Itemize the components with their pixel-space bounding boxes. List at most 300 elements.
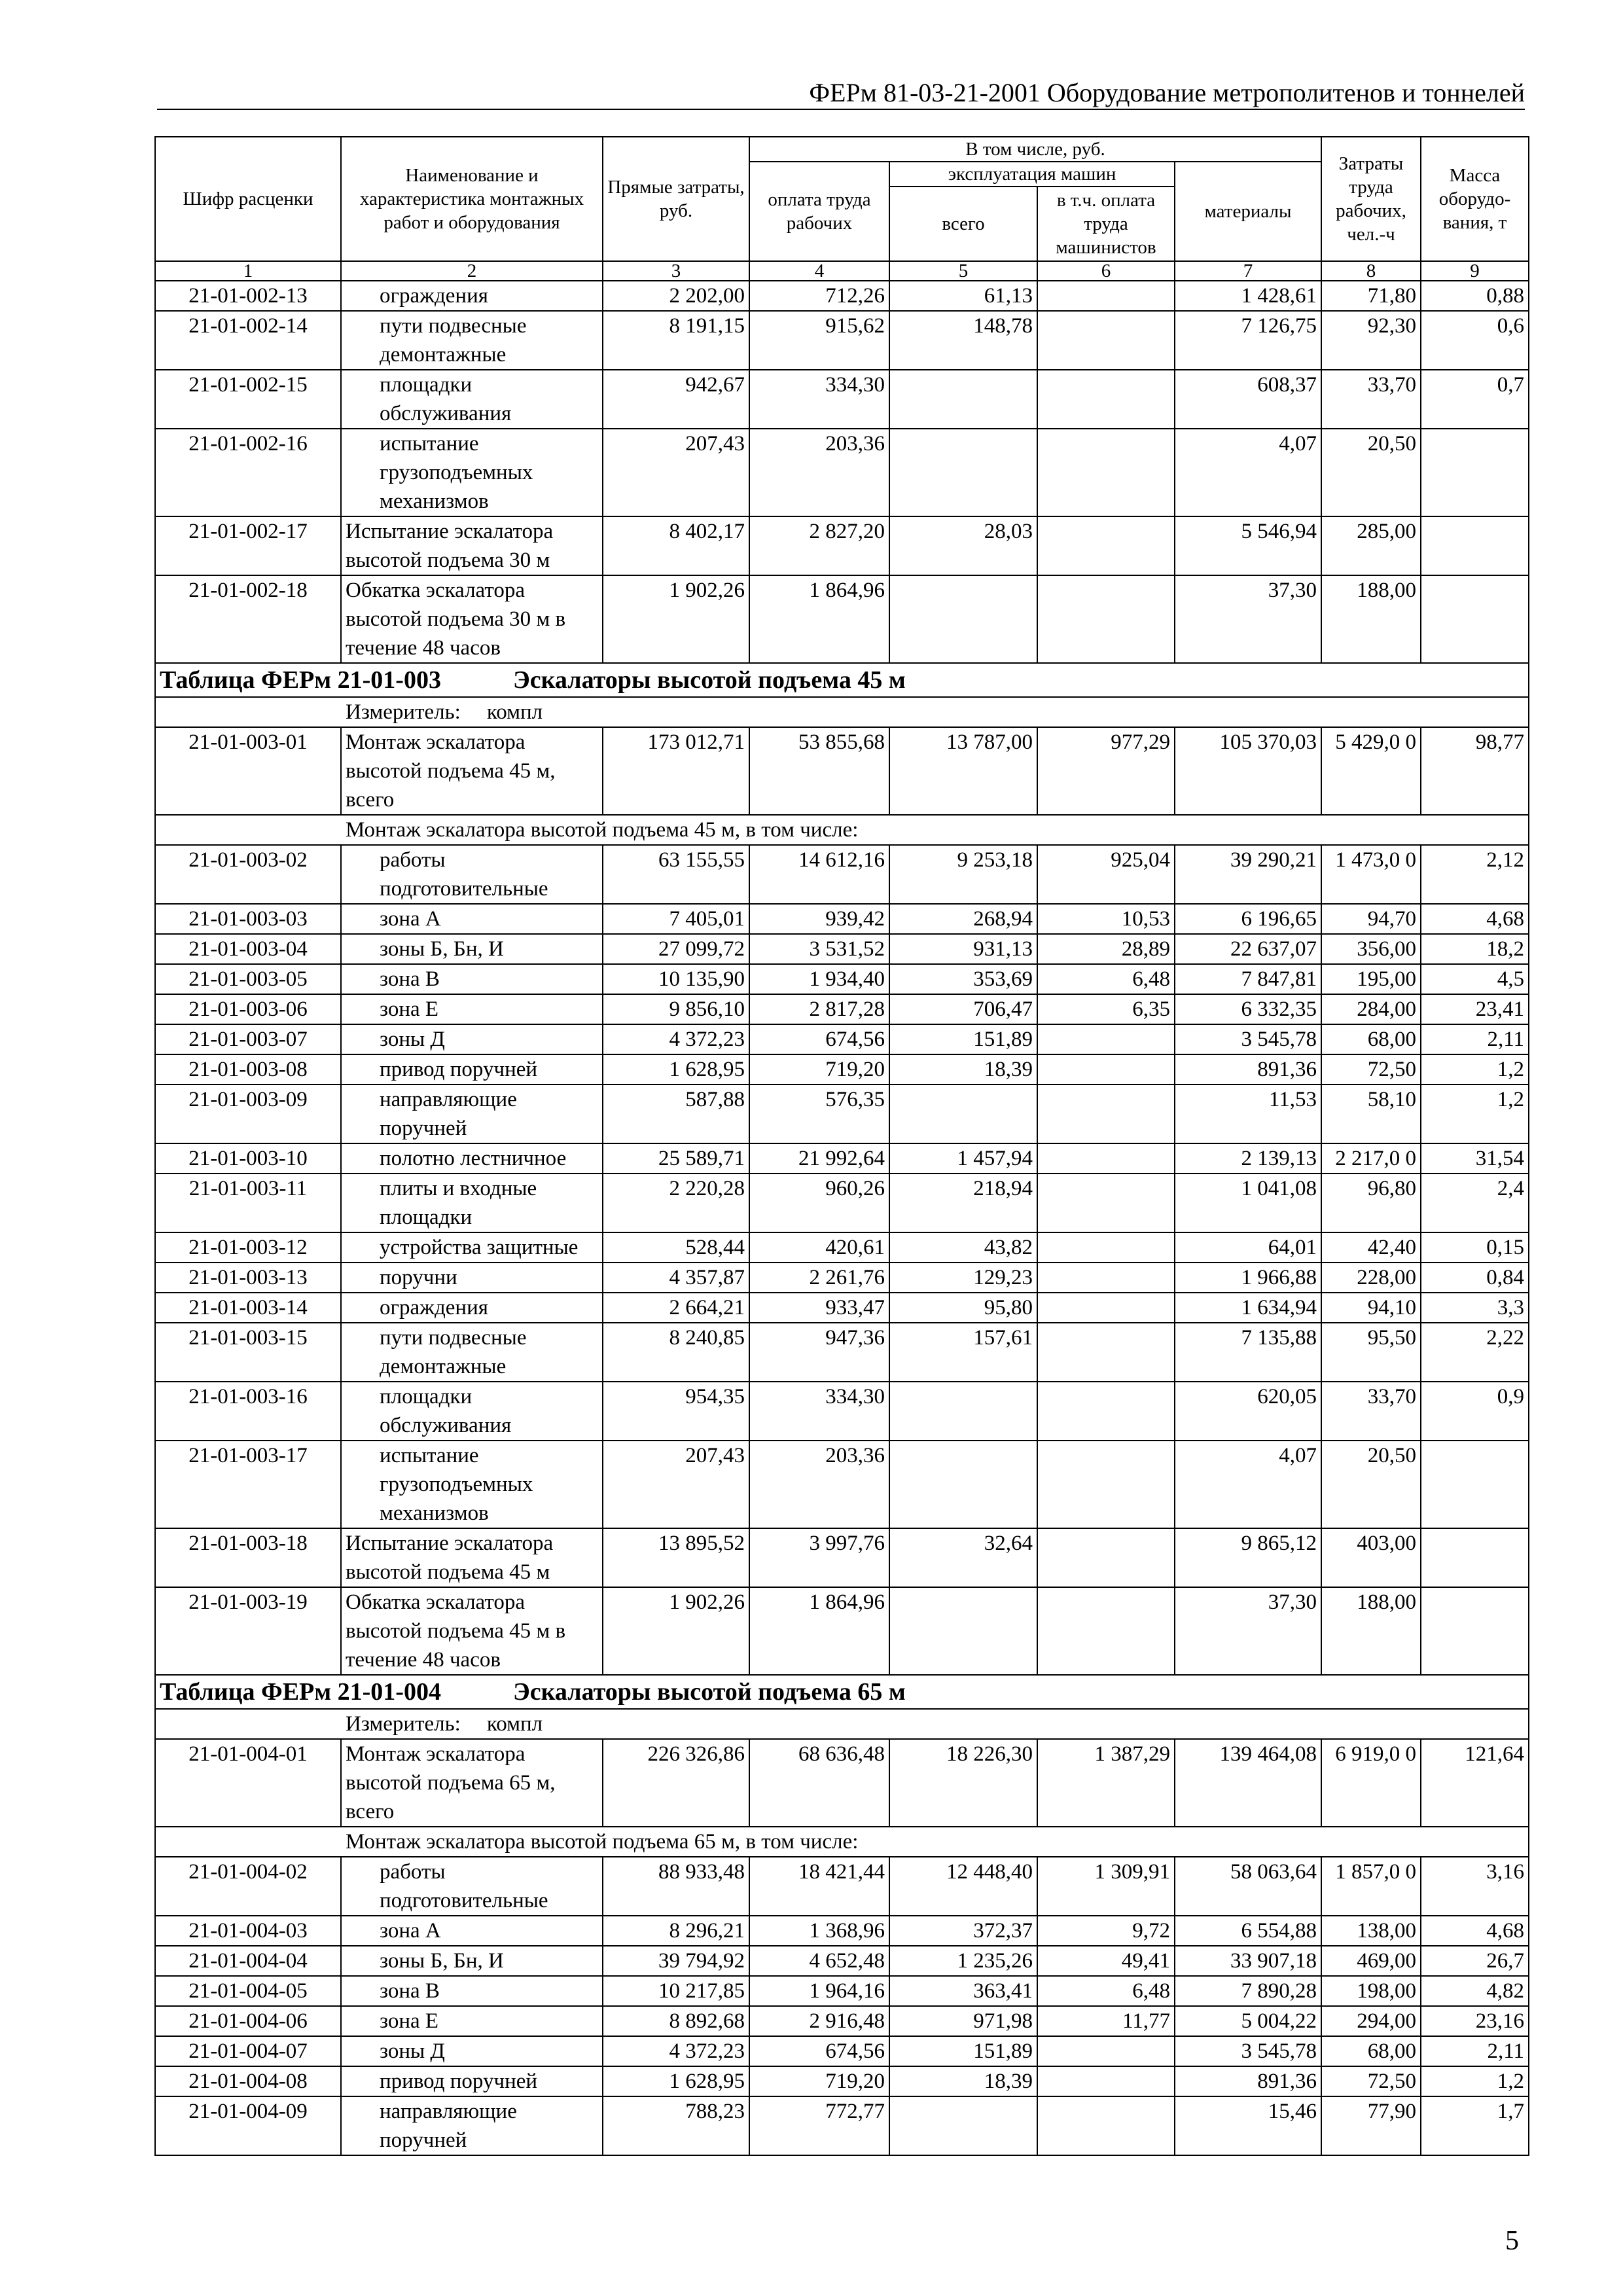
value-cell-c7: 9 865,12 [1175,1528,1321,1587]
value-cell-c4: 21 992,64 [749,1143,889,1174]
value-cell-c3: 207,43 [603,429,749,516]
col-header-incl: В том числе, руб. [749,137,1321,162]
rates-table [154,136,1529,2156]
value-cell-c7: 15,46 [1175,2096,1321,2155]
value-cell-c5: 9 253,18 [889,845,1037,904]
work-name-cell: зоны Д [341,2036,603,2066]
value-cell-c4: 3 531,52 [749,934,889,964]
work-name-cell: Обкатка эскалатора высотой подъема 45 м в течение 48 часов [341,1587,603,1675]
value-cell-c6: 9,72 [1037,1916,1175,1946]
value-cell-c9 [1421,429,1529,516]
value-cell-c8: 284,00 [1321,994,1421,1024]
section-title: Эскалаторы высотой подъема 65 м [512,1678,906,1706]
col-number: 3 [603,261,749,281]
table-row [155,370,1529,429]
value-cell-c5: 151,89 [889,1024,1037,1054]
work-name-cell: Обкатка эскалатора высотой подъема 30 м в течение 48 часов [341,575,603,663]
value-cell-c4: 1 934,40 [749,964,889,994]
value-cell-c8: 2 217,0 0 [1321,1143,1421,1174]
value-cell-c5 [889,370,1037,429]
value-cell-c5 [889,2096,1037,2155]
col-header-mach-total: всего [889,187,1037,261]
work-name-cell: зона Е [341,2006,603,2036]
table-row [155,2096,1529,2155]
value-cell-c9: 4,5 [1421,964,1529,994]
value-cell-c8: 294,00 [1321,2006,1421,2036]
value-cell-c6: 925,04 [1037,845,1175,904]
col-header-code: Шифр расценки [155,137,341,261]
value-cell-c7: 7 126,75 [1175,311,1321,370]
value-cell-c5: 1 235,26 [889,1946,1037,1976]
value-cell-c6 [1037,1323,1175,1382]
rate-code-cell: 21-01-002-18 [155,575,341,663]
value-cell-c3: 88 933,48 [603,1857,749,1916]
value-cell-c5: 18,39 [889,1054,1037,1085]
value-cell-c9: 1,2 [1421,1085,1529,1143]
rate-code-cell: 21-01-004-03 [155,1916,341,1946]
value-cell-c7: 3 545,78 [1175,1024,1321,1054]
value-cell-c9: 2,11 [1421,2036,1529,2066]
measure-unit: компл [486,700,543,724]
value-cell-c3: 1 628,95 [603,1054,749,1085]
value-cell-c6 [1037,1085,1175,1143]
value-cell-c4: 576,35 [749,1085,889,1143]
value-cell-c4: 915,62 [749,311,889,370]
value-cell-c5: 931,13 [889,934,1037,964]
value-cell-c4: 712,26 [749,281,889,311]
table-row [155,1323,1529,1382]
section-title: Эскалаторы высотой подъема 45 м [512,666,906,694]
work-name-cell: зона Е [341,994,603,1024]
value-cell-c9 [1421,1528,1529,1587]
rate-code-cell: 21-01-002-13 [155,281,341,311]
value-cell-c8: 469,00 [1321,1946,1421,1976]
value-cell-c3: 788,23 [603,2096,749,2155]
value-cell-c8: 285,00 [1321,516,1421,575]
table-row [155,1739,1529,1827]
rate-code-cell: 21-01-003-13 [155,1263,341,1293]
measure-label: Измеритель: [346,1712,461,1736]
value-cell-c9: 4,82 [1421,1976,1529,2006]
value-cell-c7: 891,36 [1175,1054,1321,1085]
section-table-id: Таблица ФЕРм 21-01-003 [160,666,441,694]
value-cell-c7: 39 290,21 [1175,845,1321,904]
value-cell-c8: 138,00 [1321,1916,1421,1946]
value-cell-c7: 7 890,28 [1175,1976,1321,2006]
measure-unit: компл [486,1712,543,1736]
value-cell-c7: 37,30 [1175,575,1321,663]
value-cell-c5 [889,1085,1037,1143]
value-cell-c7: 7 847,81 [1175,964,1321,994]
value-cell-c9: 121,64 [1421,1739,1529,1827]
value-cell-c6 [1037,1441,1175,1528]
work-name-cell: пути подвесные демонтажные [341,311,603,370]
value-cell-c7: 6 554,88 [1175,1916,1321,1946]
work-name-cell: зоны Б, Бн, И [341,1946,603,1976]
value-cell-c5: 268,94 [889,904,1037,934]
table-row [155,1441,1529,1528]
value-cell-c3: 8 240,85 [603,1323,749,1382]
rate-code-cell: 21-01-003-11 [155,1174,341,1232]
value-cell-c4: 53 855,68 [749,727,889,815]
value-cell-c3: 954,35 [603,1382,749,1441]
value-cell-c5 [889,1441,1037,1528]
rate-code-cell: 21-01-003-08 [155,1054,341,1085]
value-cell-c7: 891,36 [1175,2066,1321,2096]
rate-code-cell: 21-01-003-17 [155,1441,341,1528]
value-cell-c9: 3,3 [1421,1293,1529,1323]
value-cell-c4: 334,30 [749,370,889,429]
header-row-1 [155,137,1529,162]
value-cell-c8: 1 857,0 0 [1321,1857,1421,1916]
col-header-direct: Прямые затраты, руб. [603,137,749,261]
table-row [155,1085,1529,1143]
value-cell-c6 [1037,516,1175,575]
value-cell-c7: 6 332,35 [1175,994,1321,1024]
value-cell-c7: 105 370,03 [1175,727,1321,815]
value-cell-c6 [1037,1528,1175,1587]
section-title-row [155,1675,1529,1709]
value-cell-c7: 1 966,88 [1175,1263,1321,1293]
value-cell-c9: 2,12 [1421,845,1529,904]
measure-row [155,1709,1529,1739]
value-cell-c8: 33,70 [1321,1382,1421,1441]
rate-code-cell: 21-01-003-12 [155,1232,341,1263]
value-cell-c9: 2,4 [1421,1174,1529,1232]
value-cell-c9 [1421,1587,1529,1675]
value-cell-c8: 228,00 [1321,1263,1421,1293]
value-cell-c5: 28,03 [889,516,1037,575]
value-cell-c9: 1,2 [1421,2066,1529,2096]
table-row [155,1174,1529,1232]
value-cell-c3: 39 794,92 [603,1946,749,1976]
table-row [155,1857,1529,1916]
rate-code-cell: 21-01-004-07 [155,2036,341,2066]
value-cell-c9: 18,2 [1421,934,1529,964]
section-title-row [155,663,1529,697]
col-number: 8 [1321,261,1421,281]
table-row [155,1976,1529,2006]
value-cell-c4: 2 261,76 [749,1263,889,1293]
col-number: 6 [1037,261,1175,281]
rate-code-cell: 21-01-003-02 [155,845,341,904]
value-cell-c6 [1037,2096,1175,2155]
value-cell-c6 [1037,1143,1175,1174]
value-cell-c7: 4,07 [1175,429,1321,516]
value-cell-c9: 2,11 [1421,1024,1529,1054]
value-cell-c3: 7 405,01 [603,904,749,934]
value-cell-c5: 148,78 [889,311,1037,370]
value-cell-c5: 353,69 [889,964,1037,994]
col-number: 5 [889,261,1037,281]
value-cell-c7: 22 637,07 [1175,934,1321,964]
value-cell-c8: 20,50 [1321,429,1421,516]
value-cell-c9: 0,15 [1421,1232,1529,1263]
value-cell-c6 [1037,311,1175,370]
value-cell-c8: 198,00 [1321,1976,1421,2006]
value-cell-c8: 58,10 [1321,1085,1421,1143]
rate-code-cell: 21-01-003-09 [155,1085,341,1143]
value-cell-c8: 5 429,0 0 [1321,727,1421,815]
work-name-cell: Испытание эскалатора высотой подъема 45 м [341,1528,603,1587]
value-cell-c5: 129,23 [889,1263,1037,1293]
value-cell-c7: 58 063,64 [1175,1857,1321,1916]
value-cell-c6 [1037,1293,1175,1323]
value-cell-c6 [1037,1054,1175,1085]
value-cell-c3: 10 135,90 [603,964,749,994]
value-cell-c3: 9 856,10 [603,994,749,1024]
rate-code-cell: 21-01-004-09 [155,2096,341,2155]
value-cell-c5: 706,47 [889,994,1037,1024]
value-cell-c6: 977,29 [1037,727,1175,815]
value-cell-c4: 947,36 [749,1323,889,1382]
value-cell-c4: 203,36 [749,429,889,516]
value-cell-c7: 1 428,61 [1175,281,1321,311]
work-name-cell: испытание грузоподъемных механизмов [341,1441,603,1528]
table-row [155,575,1529,663]
value-cell-c7: 2 139,13 [1175,1143,1321,1174]
value-cell-c9: 98,77 [1421,727,1529,815]
table-row [155,904,1529,934]
table-row [155,311,1529,370]
value-cell-c5: 32,64 [889,1528,1037,1587]
value-cell-c3: 63 155,55 [603,845,749,904]
value-cell-c8: 68,00 [1321,2036,1421,2066]
value-cell-c8: 77,90 [1321,2096,1421,2155]
value-cell-c3: 8 296,21 [603,1916,749,1946]
value-cell-c6: 49,41 [1037,1946,1175,1976]
value-cell-c6 [1037,575,1175,663]
rate-code-cell: 21-01-003-07 [155,1024,341,1054]
table-row [155,1024,1529,1054]
value-cell-c5: 13 787,00 [889,727,1037,815]
page-number: 5 [1505,2226,1519,2256]
value-cell-c6 [1037,2036,1175,2066]
value-cell-c3: 4 357,87 [603,1263,749,1293]
value-cell-c5: 18,39 [889,2066,1037,2096]
work-name-cell: пути подвесные демонтажные [341,1323,603,1382]
value-cell-c7: 37,30 [1175,1587,1321,1675]
value-cell-c4: 4 652,48 [749,1946,889,1976]
value-cell-c9: 4,68 [1421,1916,1529,1946]
value-cell-c8: 356,00 [1321,934,1421,964]
work-name-cell: Испытание эскалатора высотой подъема 30 м [341,516,603,575]
value-cell-c9: 3,16 [1421,1857,1529,1916]
value-cell-c3: 8 892,68 [603,2006,749,2036]
table-row [155,994,1529,1024]
value-cell-c4: 2 817,28 [749,994,889,1024]
rate-code-cell: 21-01-003-10 [155,1143,341,1174]
value-cell-c3: 942,67 [603,370,749,429]
column-number-row [155,261,1529,281]
value-cell-c4: 2 916,48 [749,2006,889,2036]
work-name-cell: зона В [341,964,603,994]
value-cell-c4: 420,61 [749,1232,889,1263]
value-cell-c3: 25 589,71 [603,1143,749,1174]
rate-code-cell: 21-01-004-01 [155,1739,341,1827]
value-cell-c3: 27 099,72 [603,934,749,964]
value-cell-c9: 0,9 [1421,1382,1529,1441]
table-row [155,1382,1529,1441]
value-cell-c6: 10,53 [1037,904,1175,934]
value-cell-c8: 1 473,0 0 [1321,845,1421,904]
rate-code-cell: 21-01-003-05 [155,964,341,994]
value-cell-c4: 933,47 [749,1293,889,1323]
rate-code-cell: 21-01-003-01 [155,727,341,815]
value-cell-c5 [889,1587,1037,1675]
value-cell-c8: 92,30 [1321,311,1421,370]
value-cell-c3: 173 012,71 [603,727,749,815]
table-body [155,137,1529,2155]
value-cell-c8: 20,50 [1321,1441,1421,1528]
work-name-cell: зона А [341,904,603,934]
value-cell-c6 [1037,281,1175,311]
value-cell-c3: 4 372,23 [603,2036,749,2066]
value-cell-c5 [889,429,1037,516]
value-cell-c3: 2 220,28 [603,1174,749,1232]
rate-code-cell: 21-01-003-16 [155,1382,341,1441]
value-cell-c6: 6,48 [1037,1976,1175,2006]
value-cell-c4: 939,42 [749,904,889,934]
value-cell-c3: 528,44 [603,1232,749,1263]
value-cell-c5: 971,98 [889,2006,1037,2036]
value-cell-c9: 4,68 [1421,904,1529,934]
work-name-cell: ограждения [341,1293,603,1323]
col-header-materials: материалы [1175,162,1321,261]
table-row [155,1293,1529,1323]
work-name-cell: зоны Б, Бн, И [341,934,603,964]
table-row [155,1946,1529,1976]
value-cell-c7: 1 041,08 [1175,1174,1321,1232]
value-cell-c7: 33 907,18 [1175,1946,1321,1976]
col-number: 7 [1175,261,1321,281]
work-name-cell: зоны Д [341,1024,603,1054]
value-cell-c7: 620,05 [1175,1382,1321,1441]
table-row [155,934,1529,964]
value-cell-c4: 334,30 [749,1382,889,1441]
rate-code-cell: 21-01-003-06 [155,994,341,1024]
rate-code-cell: 21-01-002-17 [155,516,341,575]
value-cell-c9: 0,84 [1421,1263,1529,1293]
value-cell-c3: 2 664,21 [603,1293,749,1323]
value-cell-c8: 42,40 [1321,1232,1421,1263]
value-cell-c4: 1 864,96 [749,575,889,663]
rate-code-cell: 21-01-003-19 [155,1587,341,1675]
table-row [155,845,1529,904]
value-cell-c4: 68 636,48 [749,1739,889,1827]
value-cell-c6: 6,35 [1037,994,1175,1024]
table-row [155,964,1529,994]
rate-code-cell: 21-01-003-03 [155,904,341,934]
value-cell-c7: 4,07 [1175,1441,1321,1528]
table-row [155,1916,1529,1946]
value-cell-c4: 719,20 [749,2066,889,2096]
value-cell-c6: 6,48 [1037,964,1175,994]
work-name-cell: плиты и входные площадки [341,1174,603,1232]
section-table-id: Таблица ФЕРм 21-01-004 [160,1678,441,1706]
value-cell-c3: 13 895,52 [603,1528,749,1587]
value-cell-c7: 139 464,08 [1175,1739,1321,1827]
value-cell-c4: 14 612,16 [749,845,889,904]
value-cell-c6 [1037,429,1175,516]
value-cell-c6: 28,89 [1037,934,1175,964]
table-row [155,2006,1529,2036]
measure-label: Измеритель: [346,700,461,724]
value-cell-c8: 94,10 [1321,1293,1421,1323]
value-cell-c8: 71,80 [1321,281,1421,311]
value-cell-c3: 8 191,15 [603,311,749,370]
work-name-cell: устройства защитные [341,1232,603,1263]
value-cell-c9 [1421,1441,1529,1528]
value-cell-c4: 1 864,96 [749,1587,889,1675]
value-cell-c8: 94,70 [1321,904,1421,934]
table-row [155,1143,1529,1174]
rate-code-cell: 21-01-002-16 [155,429,341,516]
measure-cell [155,1709,1529,1739]
value-cell-c3: 2 202,00 [603,281,749,311]
value-cell-c5 [889,1382,1037,1441]
work-name-cell: привод поручней [341,1054,603,1085]
col-header-wage: оплата труда рабочих [749,162,889,261]
value-cell-c9: 1,2 [1421,1054,1529,1085]
subheading-cell: Монтаж эскалатора высотой подъема 65 м, в том числе: [155,1827,1529,1857]
value-cell-c5: 95,80 [889,1293,1037,1323]
work-name-cell: направляющие поручней [341,1085,603,1143]
value-cell-c6 [1037,1382,1175,1441]
value-cell-c4: 203,36 [749,1441,889,1528]
value-cell-c7: 7 135,88 [1175,1323,1321,1382]
measure-cell [155,697,1529,727]
value-cell-c9: 23,41 [1421,994,1529,1024]
subheading-row [155,1827,1529,1857]
work-name-cell: Монтаж эскалатора высотой подъема 45 м, всего [341,727,603,815]
value-cell-c4: 674,56 [749,2036,889,2066]
subheading-cell: Монтаж эскалатора высотой подъема 45 м, в том числе: [155,815,1529,845]
col-number: 1 [155,261,341,281]
work-name-cell: площадки обслуживания [341,1382,603,1441]
table-row [155,1232,1529,1263]
value-cell-c5: 18 226,30 [889,1739,1037,1827]
section-title-cell [155,663,1529,697]
value-cell-c9: 31,54 [1421,1143,1529,1174]
value-cell-c7: 6 196,65 [1175,904,1321,934]
value-cell-c7: 608,37 [1175,370,1321,429]
value-cell-c4: 1 368,96 [749,1916,889,1946]
value-cell-c5: 363,41 [889,1976,1037,2006]
col-header-mach-wage: в т.ч. оплата труда машинистов [1037,187,1175,261]
subheading-row [155,815,1529,845]
rate-code-cell: 21-01-004-05 [155,1976,341,2006]
rate-code-cell: 21-01-004-06 [155,2006,341,2036]
value-cell-c6: 11,77 [1037,2006,1175,2036]
value-cell-c4: 719,20 [749,1054,889,1085]
value-cell-c6 [1037,2066,1175,2096]
value-cell-c3: 1 902,26 [603,1587,749,1675]
value-cell-c6: 1 387,29 [1037,1739,1175,1827]
work-name-cell: поручни [341,1263,603,1293]
value-cell-c8: 96,80 [1321,1174,1421,1232]
col-header-labor: Затраты труда рабочих, чел.-ч [1321,137,1421,261]
value-cell-c6 [1037,1024,1175,1054]
value-cell-c7: 64,01 [1175,1232,1321,1263]
table-row [155,1263,1529,1293]
value-cell-c4: 674,56 [749,1024,889,1054]
value-cell-c4: 2 827,20 [749,516,889,575]
value-cell-c3: 4 372,23 [603,1024,749,1054]
value-cell-c3: 10 217,85 [603,1976,749,2006]
value-cell-c9: 0,7 [1421,370,1529,429]
col-header-machines: эксплуатация машин [889,162,1175,187]
